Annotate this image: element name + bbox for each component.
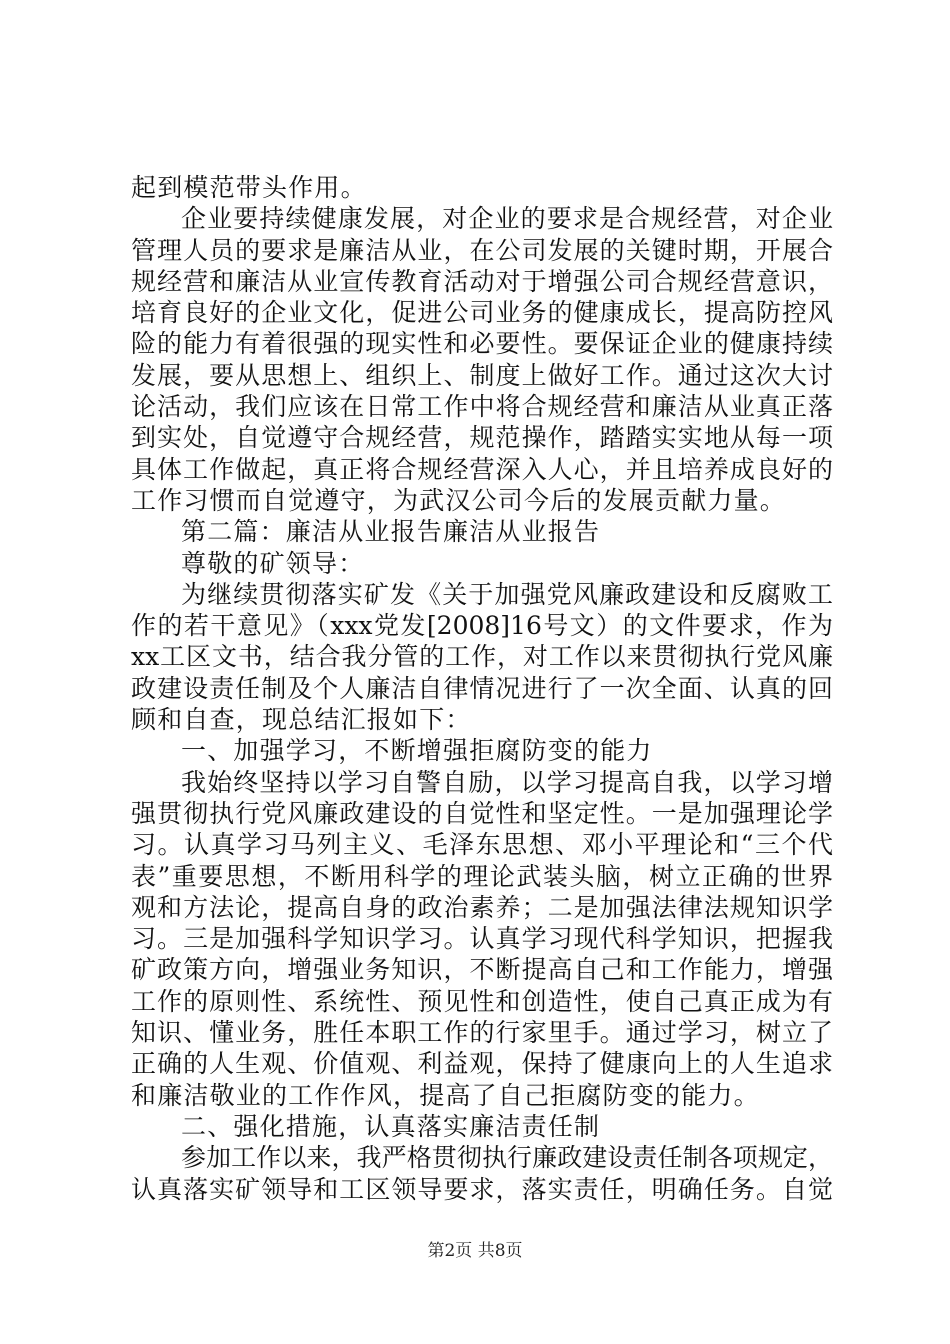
text-line: 参加工作以来，我严格贯彻执行廉政建设责任制各项规定， xyxy=(181,1143,833,1173)
text-line: 到实处，自觉遵守合规经营，规范操作，踏踏实实地从每一项 xyxy=(131,423,833,453)
text-line: 政建设责任制及个人廉洁自律情况进行了一次全面、认真的回 xyxy=(131,673,833,703)
text-line: 论活动，我们应该在日常工作中将合规经营和廉洁从业真正落 xyxy=(131,392,833,422)
text-line: 作的若干意见》（xxx党发[2008]16号文）的文件要求，作为 xyxy=(131,611,833,641)
text-line: 培育良好的企业文化，促进公司业务的健康成长，提高防控风 xyxy=(131,298,833,328)
text-line: 和廉洁敬业的工作作风，提高了自己拒腐防变的能力。 xyxy=(131,1080,760,1110)
text-line: 规经营和廉洁从业宣传教育活动对于增强公司合规经营意识， xyxy=(131,266,833,296)
text-line: 工作习惯而自觉遵守，为武汉公司今后的发展贡献力量。 xyxy=(131,485,787,515)
document-body xyxy=(131,172,833,1205)
text-line: 具体工作做起，真正将合规经营深入人心，并且培养成良好的 xyxy=(131,454,833,484)
section-heading: 第二篇：廉洁从业报告廉洁从业报告 xyxy=(181,517,601,547)
text-line: 企业要持续健康发展，对企业的要求是合规经营，对企业 xyxy=(181,204,833,234)
page-number-footer: 第2页 共8页 xyxy=(427,1241,523,1261)
text-line: 顾和自查，现总结汇报如下： xyxy=(131,705,472,735)
text-line: 险的能力有着很强的现实性和必要性。要保证企业的健康持续 xyxy=(131,329,833,359)
text-line: 观和方法论，提高自身的政治素养；二是加强法律法规知识学 xyxy=(131,892,833,922)
text-line: 认真落实矿领导和工区领导要求，落实责任，明确任务。自觉 xyxy=(131,1174,833,1204)
text-line: 管理人员的要求是廉洁从业，在公司发展的关键时期，开展合 xyxy=(131,235,833,265)
text-line: 我始终坚持以学习自警自励，以学习提高自我，以学习增 xyxy=(181,767,833,797)
text-line: 起到模范带头作用。 xyxy=(131,173,367,202)
salutation: 尊敬的矿领导： xyxy=(181,548,365,578)
text-line: 为继续贯彻落实矿发《关于加强党风廉政建设和反腐败工 xyxy=(181,579,833,609)
subsection-heading: 一、加强学习，不断增强拒腐防变的能力 xyxy=(181,736,653,766)
text-line: 知识、懂业务，胜任本职工作的行家里手。通过学习，树立了 xyxy=(131,1018,833,1048)
text-line: 正确的人生观、价值观、利益观，保持了健康向上的人生追求 xyxy=(131,1049,833,1079)
text-line: 习。三是加强科学知识学习。认真学习现代科学知识，把握我 xyxy=(131,924,833,954)
text-line: 工作的原则性、系统性、预见性和创造性，使自己真正成为有 xyxy=(131,986,833,1016)
subsection-heading: 二、强化措施，认真落实廉洁责任制 xyxy=(181,1111,601,1141)
text-line: 表”重要思想，不断用科学的理论武装头脑，树立正确的世界 xyxy=(131,861,833,891)
text-line: 习。认真学习马列主义、毛泽东思想、邓小平理论和“三个代 xyxy=(131,830,833,860)
text-line: 矿政策方向，增强业务知识，不断提高自己和工作能力，增强 xyxy=(131,955,833,985)
text-line: 发展，要从思想上、组织上、制度上做好工作。通过这次大讨 xyxy=(131,360,833,390)
text-line: 强贯彻执行党风廉政建设的自觉性和坚定性。一是加强理论学 xyxy=(131,798,833,828)
text-line: xx工区文书，结合我分管的工作，对工作以来贯彻执行党风廉 xyxy=(131,642,833,672)
